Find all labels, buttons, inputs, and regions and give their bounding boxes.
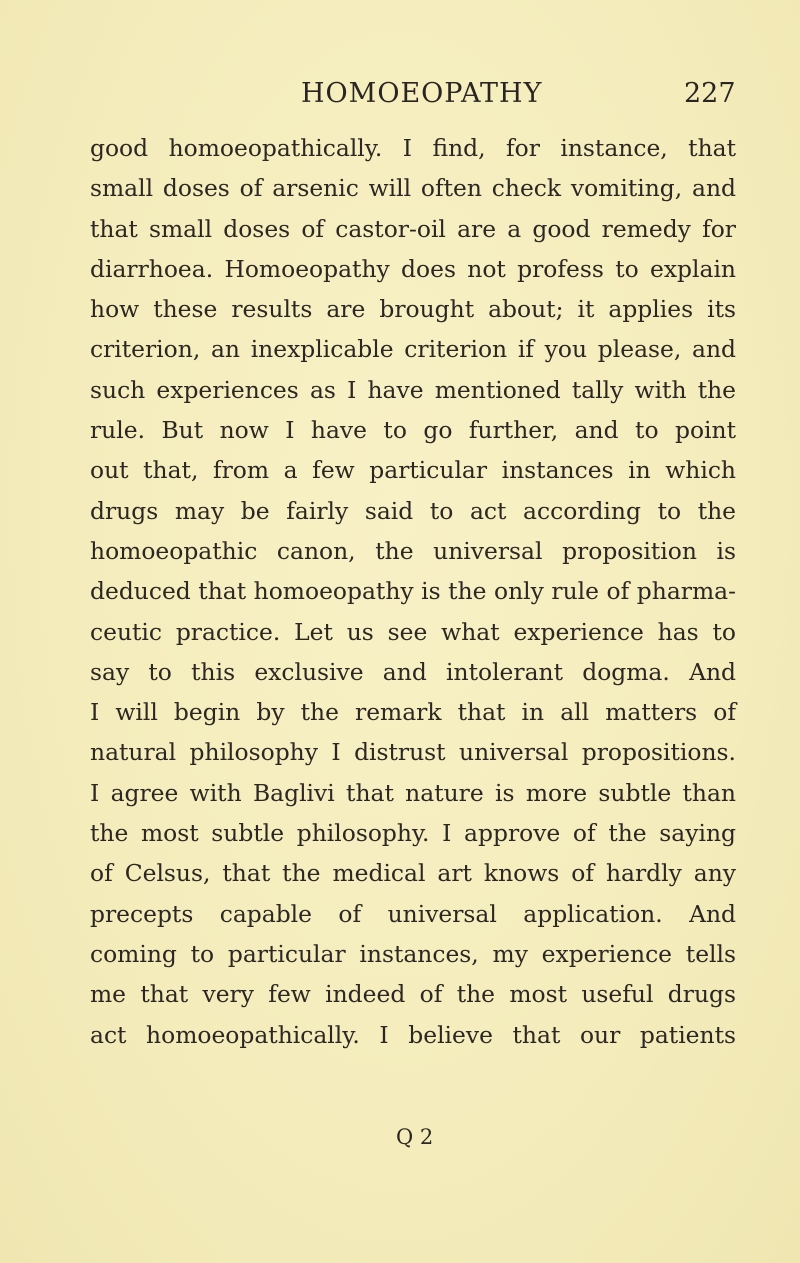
- text-line: that small doses of castor-oil are a good remedy for: [90, 214, 736, 243]
- text-line: homoeopathic canon, the universal proposition is: [90, 536, 736, 565]
- running-head: [0, 78, 800, 118]
- text-line: of Celsus, that the medical art knows of hardly any: [90, 859, 736, 888]
- text-line: rule. But now I have to go further, and to point: [90, 416, 736, 445]
- text-line: me that very few indeed of the most useful drugs: [90, 980, 736, 1009]
- text-line: natural philosophy I distrust universal propositions.: [90, 738, 736, 767]
- page-number: 227: [684, 78, 736, 109]
- text-line: diarrhoea. Homoeopathy does not profess to explain: [90, 254, 736, 283]
- text-line: precepts capable of universal application. And: [90, 899, 736, 928]
- text-line: small doses of arsenic will often check vomiting, and: [90, 174, 736, 203]
- text-line: good homoeopathically. I find, for instance, that: [90, 134, 736, 162]
- text-line: drugs may be fairly said to act according to the: [90, 496, 736, 525]
- signature-mark: Q 2: [396, 1125, 434, 1149]
- text-line: out that, from a few particular instances in which: [90, 456, 736, 485]
- text-line: act homoeopathically. I believe that our patients: [90, 1020, 736, 1049]
- text-line: criterion, an inexplicable criterion if you please, and: [90, 335, 736, 364]
- text-line: I will begin by the remark that in all matters of: [90, 698, 736, 727]
- text-line: I agree with Baglivi that nature is more subtle than: [90, 778, 736, 807]
- text-line: such experiences as I have mentioned tally with the: [90, 375, 736, 404]
- text-line: deduced that homoeopathy is the only rule of pharma-: [90, 577, 736, 606]
- body-text: [90, 128, 736, 1055]
- text-line: ceutic practice. Let us see what experience has to: [90, 617, 736, 646]
- text-line: coming to particular instances, my experience tells: [90, 939, 736, 968]
- running-title: HOMOEOPATHY: [301, 78, 543, 109]
- text-line: how these results are brought about; it applies its: [90, 295, 736, 324]
- text-line: the most subtle philosophy. I approve of the saying: [90, 819, 736, 848]
- text-line: say to this exclusive and intolerant dogma. And: [90, 657, 736, 686]
